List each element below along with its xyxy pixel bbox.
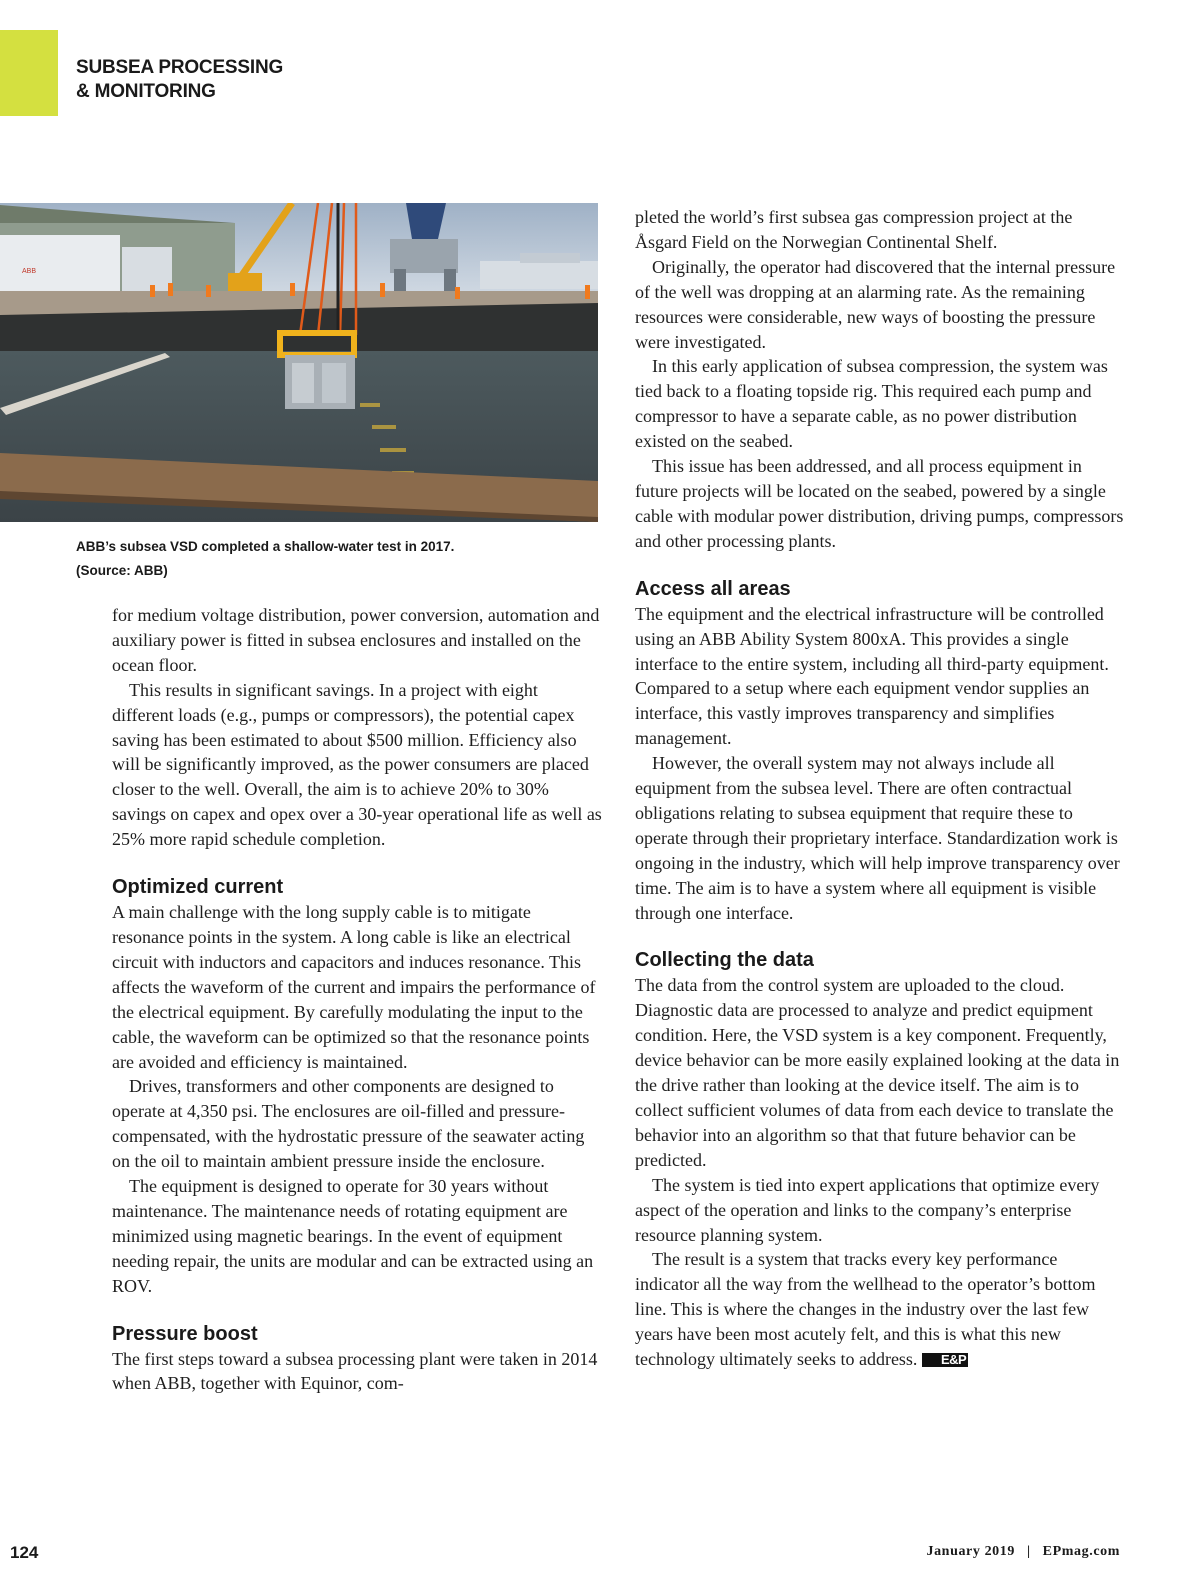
photo-illustration: [0, 203, 598, 522]
right-column: [635, 205, 1125, 1372]
heading-collecting-the-data: Collecting the data: [635, 949, 814, 972]
right-paragraph: Originally, the operator had discovered that the internal pressure of the well was dropping at an alarming rate. As the remaining resources were considerable, new ways of boosting the pressure were investigated.: [635, 256, 1116, 352]
end-of-article-mark: E&P: [922, 1353, 968, 1367]
caption-source: (Source: ABB): [76, 563, 168, 578]
page-number: 124: [10, 1543, 39, 1562]
harbor-photo: [0, 203, 598, 522]
right-paragraph-final: [635, 1247, 1125, 1372]
heading-access-all-areas: Access all areas: [635, 577, 791, 600]
final-paragraph-text: The result is a system that tracks every key performance indicator all the way from the wellhead to the operator’s bottom line. This is where the changes in the industry over the last few years have been most acutely felt, and this is what this new technology ultimately seeks to address.: [635, 1249, 1096, 1370]
right-paragraph: However, the overall system may not always include all equipment from the subsea level. There are often contractual obligations relating to subsea equipment that require these to operate through their proprietary interface. Standardization work is ongoing in the industry, which will help improve transparency over time. The aim is to have a system where all equipment is visible through one interface.: [635, 753, 1120, 923]
footer-date: January 2019: [926, 1544, 1015, 1559]
right-paragraph: The data from the control system are uploaded to the cloud. Diagnostic data are processed to analyze and predict equipment condition. Here, the VSD system is a key component. Frequently, device behavior can be more easily explained looking at the data in the drive rather than looking at the device itself. The aim is to collect sufficient volumes of data from each device to translate the behavior into an algorithm so that that future behavior can be predicted.: [635, 975, 1120, 1170]
right-paragraph: The equipment and the electrical infrastructure will be controlled using an ABB Ability System 800xA. This provides a single interface to the entire system, including all third-party equipment. Compared to a setup where each equipment vendor supplies an interface, this vastly improves transparency and simplifies management.: [635, 603, 1109, 749]
left-paragraph: Drives, transformers and other components are designed to operate at 4,350 psi. The enclosures are oil-filled and pressure-compensated, with the hydrostatic pressure of the seawater acting on the oil to maintain ambient pressure inside the enclosure.: [112, 1076, 585, 1172]
harbor-crane-cab: [390, 239, 458, 273]
left-column: [112, 603, 602, 1396]
footer-separator: |: [1026, 1544, 1031, 1559]
caption-line1: ABB’s subsea VSD completed a shallow-water test in 2017.: [76, 539, 455, 554]
footer-site-link[interactable]: EPmag.com: [1042, 1544, 1120, 1559]
right-paragraph: In this early application of subsea compression, the system was tied back to a floating topside rig. This required each pump and compressor to have a separate cable, as no power distribution existed on the seabed.: [635, 356, 1108, 452]
right-paragraph: The system is tied into expert applications that optimize every aspect of the operation and links to the company’s enterprise resource planning system.: [635, 1174, 1100, 1245]
right-paragraph: This issue has been addressed, and all process equipment in future projects will be located on the seabed, powered by a single cable with modular power distribution, driving pumps, compressors and other processing plants.: [635, 456, 1124, 551]
left-paragraph: A main challenge with the long supply cable is to mitigate resonance points in the system. A long cable is like an electrical circuit with inductors and capacitors and induces resonance. This affects the waveform of the current and impairs the performance of the electrical equipment. By carefully modulating the input to the cable, the waveform can be optimized so that the resonance points are avoided and efficiency is maintained.: [112, 902, 596, 1072]
white-container: [0, 235, 120, 293]
section-label-line2: & MONITORING: [76, 81, 216, 102]
left-paragraph: for medium voltage distribution, power conversion, automation and auxiliary power is fitted in subsea enclosures and installed on the ocean floor.: [112, 605, 600, 675]
heading-pressure-boost: Pressure boost: [112, 1322, 258, 1345]
left-paragraph: The first steps toward a subsea processing plant were taken in 2014 when ABB, together with Equinor, com-: [112, 1348, 598, 1394]
left-paragraph: The equipment is designed to operate for 30 years without maintenance. The maintenance needs of rotating equipment are minimized using magnetic bearings. In the event of equipment needing repair, the units are modular and can be extracted using an ROV.: [112, 1176, 594, 1296]
section-label-line1: SUBSEA PROCESSING: [76, 57, 284, 78]
heading-optimized-current: Optimized current: [112, 876, 284, 899]
left-paragraph: This results in significant savings. In a project with eight different loads (e.g., pumps or compressors), the potential capex saving has been estimated to about $500 million. Efficiency also will be significantly improved, as the power consumers are placed closer to the well. Overall, the aim is to achieve 20% to 30% savings on capex and opex over a 30-year operational life as well as 25% more rapid schedule completion.: [112, 679, 602, 850]
section-color-bar: [0, 30, 58, 116]
footer-issue: [926, 1544, 1120, 1560]
right-paragraph: pleted the world’s first subsea gas compression project at the Åsgard Field on the Norwegian Continental Shelf.: [635, 207, 1073, 252]
section-label: [76, 56, 283, 104]
svg-text:ABB: ABB: [22, 268, 37, 275]
figure-caption: [76, 535, 596, 583]
